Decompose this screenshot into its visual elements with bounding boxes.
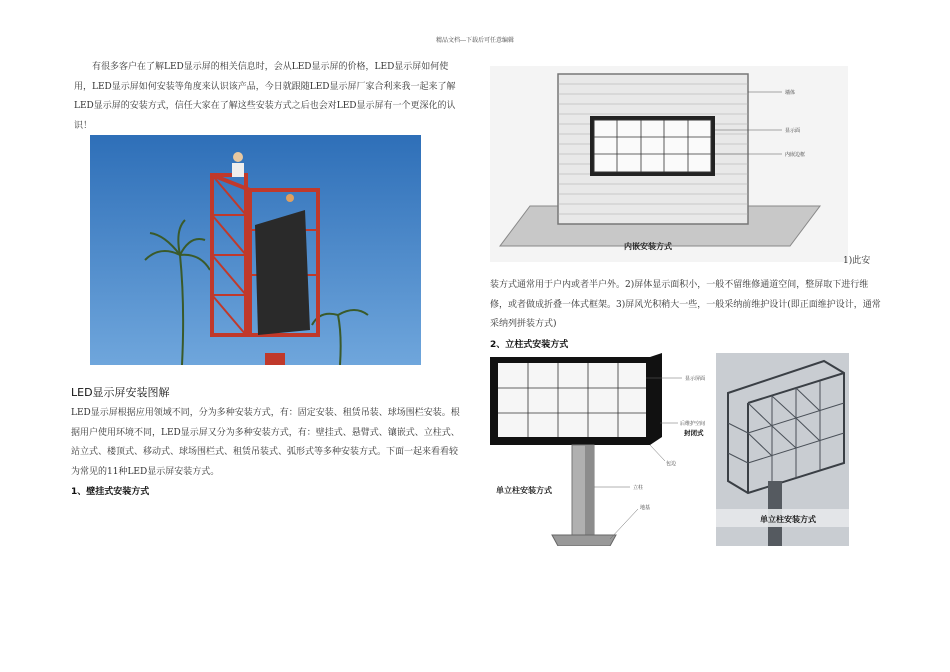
label-base: 地基 [640, 505, 651, 511]
section-body: LED显示屏根据应用领域不同，分为多种安装方式，有：固定安装、租赁吊装、球场围栏安装。根据用户使用环境不同，LED显示屏又分为多种安装方式，有：壁挂式、悬臂式、镶嵌式、立柱式、站立式、楼顶式、移动式、球场围栏式、租赁吊装式、弧形式等多种安装方式。下面一起来看看较为常见的11种LED显示屏安装方式。 [71, 408, 460, 477]
label-display-surface: 显示屏面 [685, 376, 706, 382]
page-header-note: 精品文档---下载后可任意编辑 [435, 37, 515, 44]
embedded-figure-title: 内嵌安装方式 [624, 242, 672, 251]
label-wall: 墙体 [785, 90, 796, 96]
embedded-caption-tail: 1)此安 [843, 256, 871, 266]
label-maintenance: 后维护空间 [680, 421, 706, 427]
label-enclosed: 封闭式 [684, 429, 704, 437]
right-diagram-title: 单立柱安装方式 [760, 515, 816, 524]
label-frame: 内嵌边框 [785, 152, 806, 158]
steel-frame-render [716, 353, 849, 546]
wall-mount-heading: 1、壁挂式安装方式 [71, 487, 150, 497]
column-mount-heading: 2、立柱式安装方式 [490, 340, 569, 350]
intro-paragraph: 有很多客户在了解LED显示屏的相关信息时，会从LED显示屏的价格，LED显示屏如何使用，LED显示屏如何安装等角度来认识该产品，今日就跟随LED显示屏厂家合利来我一起来了解LED显示屏的安装方式，信任大家在了解这些安装方式之后也会对LED显示屏有一个更深化的认识！ [74, 62, 456, 131]
embedded-installation-diagram [490, 66, 848, 262]
section-title: LED显示屏安装图解 [71, 386, 170, 399]
single-column-diagram [490, 353, 712, 546]
embedded-description: 装方式通常用于户内或者半户外。2)屏体显示面积小，一般不留维修通道空间，整屏取下进行维修，或者做成折叠一体式框架。3)屏风光积稍大一些，一般采纳前维护设计(即正面维护设计，通常采纳列拼装方式) [490, 280, 881, 329]
label-column: 立柱 [633, 485, 644, 491]
installation-photo [90, 135, 421, 365]
left-diagram-title: 单立柱安装方式 [496, 486, 552, 495]
label-edge: 包边 [666, 461, 677, 467]
label-screen: 显示面 [785, 128, 801, 134]
